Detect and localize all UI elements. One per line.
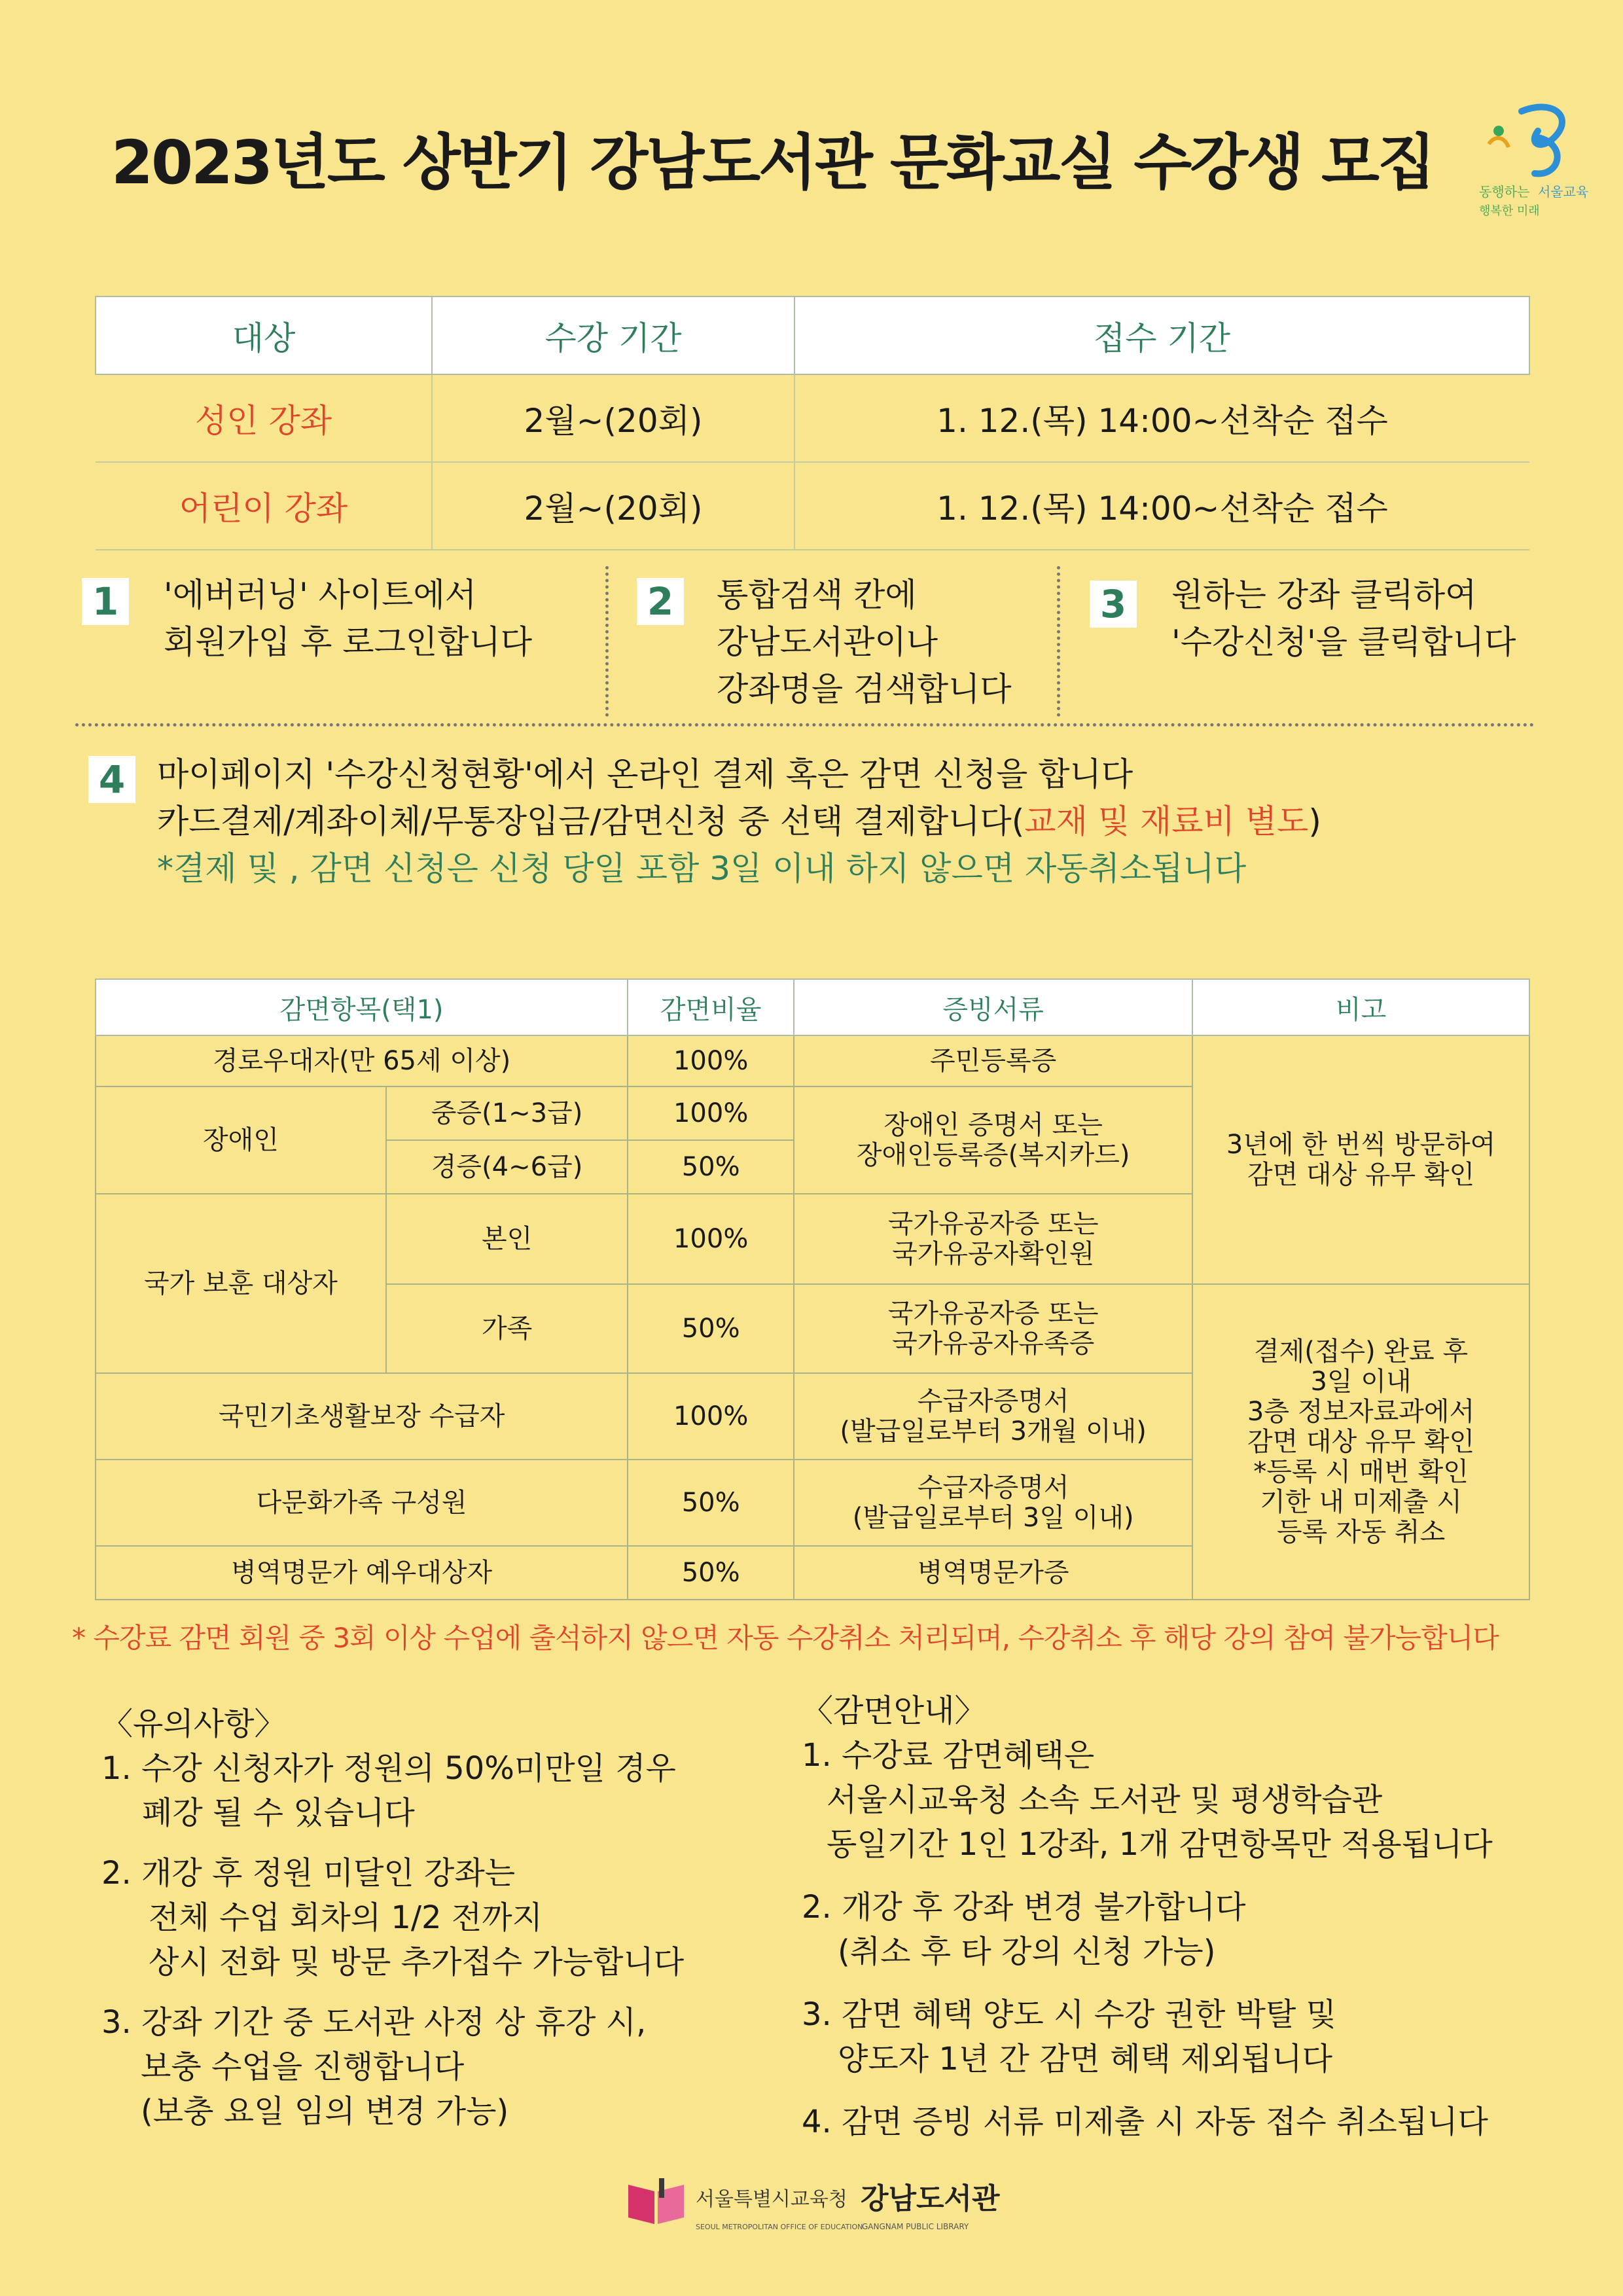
logo-text-1: 동행하는: [1479, 184, 1530, 200]
reduction-subitem: 중증(1~3급): [386, 1086, 628, 1140]
schedule-period: 2월~(20회): [432, 374, 794, 462]
reduction-rate: 50%: [628, 1546, 794, 1600]
footer-org-en: SEOUL METROPOLITAN OFFICE OF EDUCATION: [696, 2223, 863, 2231]
reduction-info-line: 1. 수강료 감면혜택은: [802, 1737, 1095, 1774]
step-line: 강좌명을 검색합니다: [717, 670, 1012, 708]
step-1-number: 1: [82, 578, 129, 625]
reduction-header-row: [96, 979, 1529, 1035]
step-2-text: [717, 571, 1012, 713]
reduction-item: 국민기초생활보장 수급자: [96, 1373, 628, 1460]
step-line-part: 카드결제/계좌이체/무통장입금/감면신청 중 선택 결제합니다(: [157, 802, 1025, 840]
step-line: 마이페이지 '수강신청현황'에서 온라인 결제 혹은 감면 신청을 합니다: [157, 755, 1133, 793]
step-line: 회원가입 후 로그인합니다: [164, 623, 533, 661]
note-line: 3층 정보자료과에서: [1247, 1397, 1475, 1427]
reduction-info-line: 2. 개강 후 강좌 변경 불가합니다: [802, 1889, 1246, 1926]
schedule-row: [96, 374, 1529, 462]
logo-text-3: 행복한 미래: [1479, 204, 1540, 218]
schedule-target: 성인 강좌: [96, 374, 432, 462]
doc-line: 수급자증명서: [917, 1386, 1069, 1416]
library-book-icon: [625, 2172, 1018, 2237]
reduction-rate: 100%: [628, 1194, 794, 1284]
reduction-header: 감면항목(택1): [96, 979, 628, 1035]
schedule-registration: 1. 12.(목) 14:00~선착순 접수: [794, 462, 1529, 550]
reduction-rate: 50%: [628, 1140, 794, 1194]
reduction-table: [95, 978, 1530, 1600]
seoul-education-logo: [1476, 98, 1594, 223]
step-1-text: [164, 571, 532, 666]
reduction-doc: [794, 1373, 1192, 1460]
gangnam-library-logo: [625, 2172, 1018, 2237]
step-line: '수강신청'을 클릭합니다: [1171, 623, 1516, 661]
cautions-title: 〈유의사항〉: [101, 1706, 286, 1742]
schedule-header: 접수 기간: [794, 296, 1529, 374]
note-line: 3년에 한 번씩 방문하여: [1226, 1130, 1496, 1160]
caution-line: (보충 요일 임의 변경 가능): [141, 2093, 509, 2130]
reduction-info-line: (취소 후 타 강의 신청 가능): [838, 1933, 1216, 1970]
reduction-item: 장애인: [96, 1086, 386, 1194]
reduction-header: 증빙서류: [794, 979, 1192, 1035]
footer-library: 강남도서관: [861, 2182, 1000, 2215]
doc-line: 수급자증명서: [917, 1473, 1069, 1503]
step-2-number: 2: [637, 578, 684, 625]
doc-line: 국가유공자증 또는: [887, 1299, 1099, 1329]
caution-line: 상시 전화 및 방문 추가접수 가능합니다: [149, 1944, 685, 1981]
reduction-header: 비고: [1192, 979, 1529, 1035]
reduction-rate: 100%: [628, 1035, 794, 1086]
material-fee-note: 교재 및 재료비 별도: [1024, 802, 1309, 840]
reduction-rate: 50%: [628, 1284, 794, 1373]
page-title: 2023년도 상반기 강남도서관 문화교실 수강생 모집: [111, 128, 1434, 198]
note-line: 결제(접수) 완료 후: [1254, 1336, 1469, 1367]
step-4-text: [157, 751, 1321, 892]
schedule-table: [95, 296, 1530, 550]
doc-line: 장애인 증명서 또는: [883, 1110, 1103, 1140]
step-line: 강남도서관이나: [717, 623, 938, 661]
footer-org: 서울특별시교육청: [696, 2188, 847, 2211]
note-line: 감면 대상 유무 확인: [1247, 1160, 1475, 1190]
step-line: [157, 798, 1321, 845]
step-line-part: ): [1308, 802, 1321, 840]
reduction-info-line: 3. 감면 혜택 양도 시 수강 권한 박탈 및: [802, 1996, 1337, 2033]
reduction-subitem: 본인: [386, 1194, 628, 1284]
reduction-rate: 50%: [628, 1460, 794, 1546]
reduction-row: [96, 1035, 1529, 1086]
caution-line: 폐강 될 수 있습니다: [142, 1795, 415, 1831]
reduction-item: 다문화가족 구성원: [96, 1460, 628, 1546]
step-line: 원하는 강좌 클릭하여: [1171, 576, 1477, 614]
schedule-registration: 1. 12.(목) 14:00~선착순 접수: [794, 374, 1529, 462]
doc-line: 국가유공자유족증: [892, 1329, 1095, 1359]
doc-line: 국가유공자확인원: [892, 1239, 1095, 1269]
schedule-target: 어린이 강좌: [96, 462, 432, 550]
caution-line: 2. 개강 후 정원 미달인 강좌는: [101, 1855, 516, 1892]
caution-line: 3. 강좌 기간 중 도서관 사정 상 휴강 시,: [101, 2004, 647, 2041]
note-line: 3일 이내: [1310, 1367, 1412, 1397]
step-divider: [1057, 566, 1060, 717]
reduction-info-line: 4. 감면 증빙 서류 미제출 시 자동 접수 취소됩니다: [802, 2104, 1488, 2140]
auto-cancel-note: *결제 및 , 감면 신청은 신청 당일 포함 3일 이내 하지 않으면 자동취소됩니다: [157, 850, 1247, 888]
schedule-header: 수강 기간: [432, 296, 794, 374]
cautions-section: [101, 1702, 684, 2134]
reduction-info-line: 양도자 1년 간 감면 혜택 제외됩니다: [838, 2041, 1332, 2077]
cancellation-footnote: * 수강료 감면 회원 중 3회 이상 수업에 출석하지 않으면 자동 수강취소 처리되며, 수강취소 후 해당 강의 참여 불가능합니다: [72, 1622, 1499, 1654]
caution-line: 1. 수강 신청자가 정원의 50%미만일 경우: [101, 1750, 676, 1787]
note-line: 감면 대상 유무 확인: [1247, 1427, 1475, 1457]
reduction-note: [1192, 1284, 1529, 1600]
reduction-info-section: [802, 1689, 1493, 2144]
step-3-text: [1171, 571, 1516, 666]
reduction-item: 국가 보훈 대상자: [96, 1194, 386, 1373]
reduction-doc: [794, 1194, 1192, 1284]
step-divider: [605, 566, 609, 717]
footer-library-en: GANGNAM PUBLIC LIBRARY: [862, 2222, 969, 2231]
schedule-header: 대상: [96, 296, 432, 374]
schedule-header-row: [96, 296, 1529, 374]
step-separator: [75, 723, 1535, 726]
reduction-item: 병역명문가 예우대상자: [96, 1546, 628, 1600]
step-line: 통합검색 칸에: [717, 576, 917, 614]
doc-line: 장애인등록증(복지카드): [856, 1140, 1130, 1170]
reduction-header: 감면비율: [628, 979, 794, 1035]
reduction-item: 경로우대자(만 65세 이상): [96, 1035, 628, 1086]
step-3-number: 3: [1090, 581, 1137, 628]
note-line: 기한 내 미제출 시: [1260, 1487, 1462, 1517]
doc-line: (발급일로부터 3일 이내): [852, 1503, 1134, 1533]
reduction-info-line: 서울시교육청 소속 도서관 및 평생학습관: [827, 1782, 1383, 1818]
reduction-subitem: 경증(4~6급): [386, 1140, 628, 1194]
reduction-note: [1192, 1035, 1529, 1284]
reduction-subitem: 가족: [386, 1284, 628, 1373]
doc-line: 국가유공자증 또는: [887, 1209, 1099, 1239]
note-line: 등록 자동 취소: [1276, 1517, 1446, 1547]
step-4-number: 4: [88, 756, 135, 803]
schedule-period: 2월~(20회): [432, 462, 794, 550]
reduction-info-title: 〈감면안내〉: [802, 1693, 986, 1729]
step-line: '에버러닝' 사이트에서: [164, 576, 477, 614]
caution-line: 보충 수업을 진행합니다: [141, 2049, 465, 2085]
logo-text-2: 서울교육: [1538, 184, 1589, 200]
reduction-doc: [794, 1086, 1192, 1194]
schedule-row: [96, 462, 1529, 550]
reduction-rate: 100%: [628, 1086, 794, 1140]
reduction-info-line: 동일기간 1인 1강좌, 1개 감면항목만 적용됩니다: [827, 1826, 1493, 1863]
reduction-doc: [794, 1284, 1192, 1373]
doc-line: (발급일로부터 3개월 이내): [840, 1416, 1147, 1446]
note-line: *등록 시 매번 확인: [1253, 1457, 1469, 1487]
reduction-rate: 100%: [628, 1373, 794, 1460]
caution-line: 전체 수업 회차의 1/2 전까지: [149, 1899, 543, 1936]
reduction-doc: 병역명문가증: [794, 1546, 1192, 1600]
reduction-doc: [794, 1460, 1192, 1546]
reduction-doc: 주민등록증: [794, 1035, 1192, 1086]
